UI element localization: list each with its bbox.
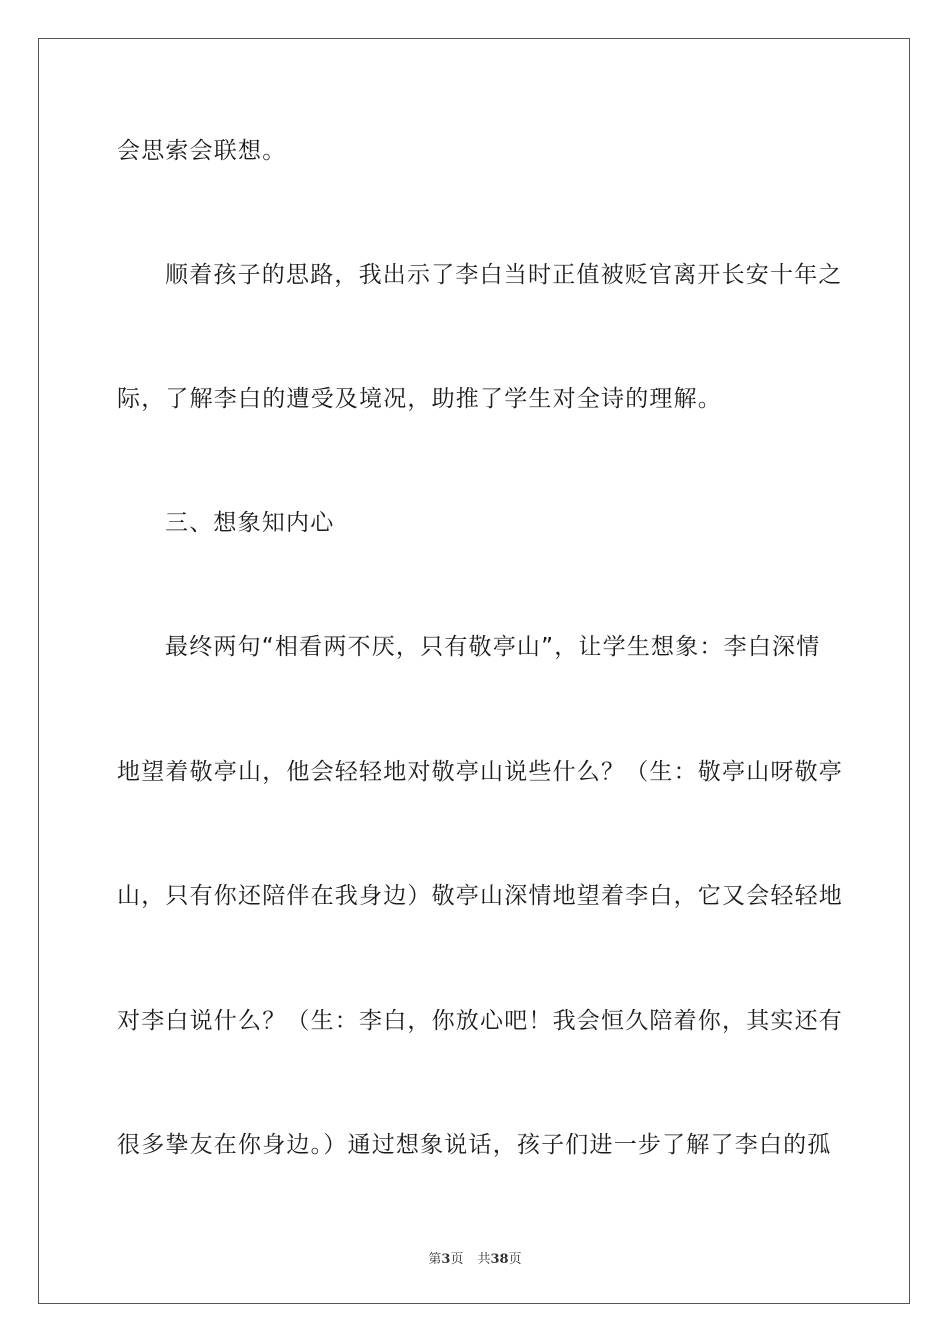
total-suffix: 页 [508,1252,522,1267]
body-line-3: 际，了解李白的遭受及境况，助推了学生对全诗的理解。 [117,386,722,412]
total-pages: 38 [490,1252,509,1267]
page-frame [38,38,910,1304]
body-line-9: 很多挚友在你身边。）通过想象说话，孩子们进一步了解了李白的孤 [117,1132,832,1158]
paragraph-first-line: 顺着孩子的思路，我出示了李白当时正值被贬官离开长安十年之 [165,262,843,288]
body-line-6: 地望着敬亭山，他会轻轻地对敬亭山说些什么？（生：敬亭山呀敬亭 [117,759,843,785]
page-footer [0,1248,950,1267]
paragraph-first-line: 最终两句“相看两不厌，只有敬亭山”，让学生想象：李白深情 [165,634,821,660]
body-line-1: 会思索会联想。 [117,138,287,164]
body-line-7: 山，只有你还陪伴在我身边）敬亭山深情地望着李白，它又会轻轻地 [117,883,843,909]
page-number: 3 [441,1252,451,1267]
page-suffix: 页 [450,1252,464,1267]
body-line-8: 对李白说什么？（生：李白，你放心吧！我会恒久陪着你，其实还有 [117,1008,843,1034]
total-prefix: 共 [477,1252,491,1267]
section-heading: 三、想象知内心 [165,510,335,536]
page-prefix: 第 [428,1252,442,1267]
